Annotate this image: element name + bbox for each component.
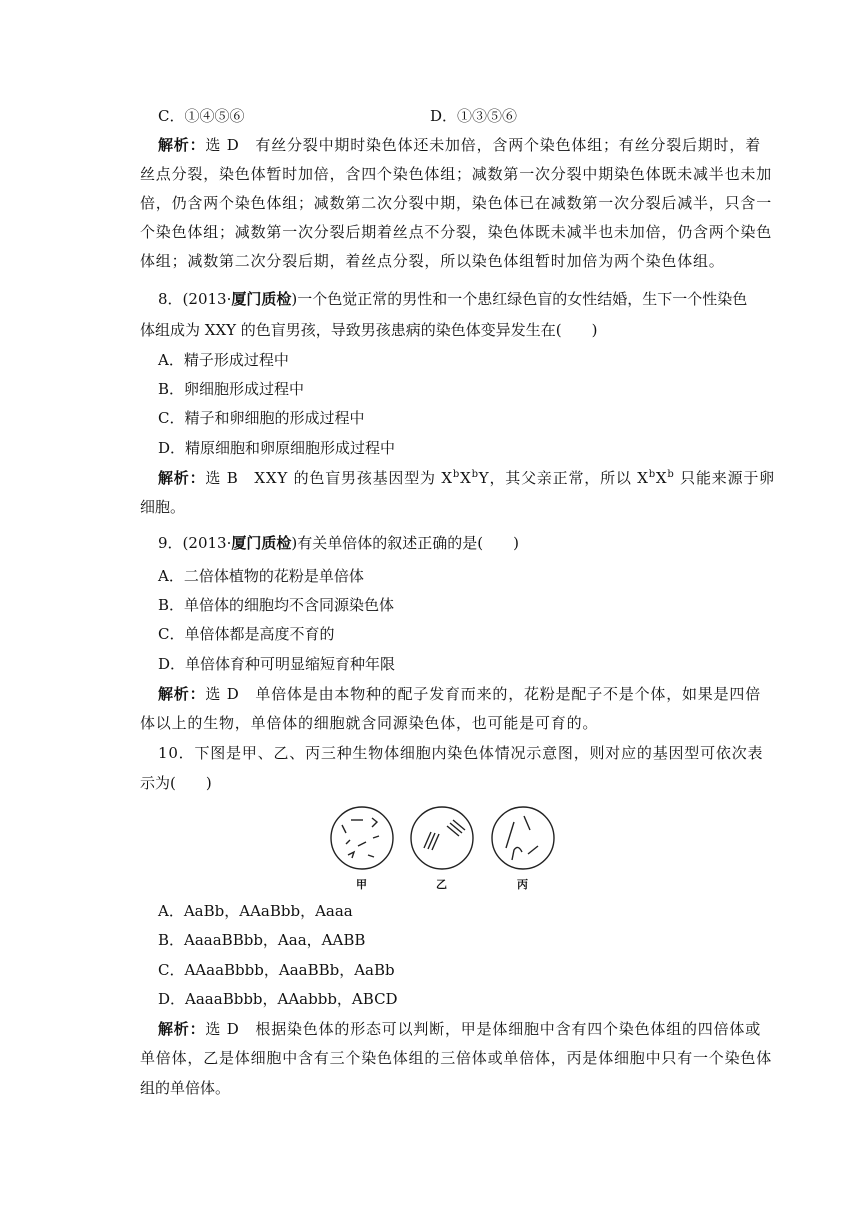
q7-option-c: C．①④⑤⑥ (158, 107, 245, 125)
q8-stem-line1: 8．(2013·厦门质检)一个色觉正常的男性和一个患红绿色盲的女性结婚，生下一个性染色 (158, 290, 748, 308)
q9-option-d: D．单倍体育种可明显缩短育种年限 (158, 655, 396, 673)
q9-analysis-line1: 解析：选 D 单倍体是由本物种的配子发育而来的，花粉是配子不是个体，如果是四倍 (158, 685, 762, 703)
q9-option-a: A．二倍体植物的花粉是单倍体 (158, 567, 364, 585)
q9-analysis-line2: 体以上的生物，单倍体的细胞就含同源染色体，也可能是可育的。 (140, 714, 599, 732)
figure-label-bing: 丙 (517, 878, 528, 891)
q7-analysis-line2: 丝点分裂，染色体暂时加倍，含四个染色体组；减数第一次分裂中期染色体既未减半也未加 (140, 165, 773, 183)
q8-option-d: D．精原细胞和卵原细胞形成过程中 (158, 439, 396, 457)
figure-label-jia: 甲 (356, 878, 367, 891)
q10-option-c: C．AAaaBbbb，AaaBBb，AaBb (158, 961, 395, 979)
q8-option-a: A．精子形成过程中 (158, 351, 289, 369)
q9-stem: 9．(2013·厦门质检)有关单倍体的叙述正确的是( ) (158, 534, 519, 552)
cell-yi (411, 807, 473, 869)
q10-option-b: B．AaaaBBbb，Aaa，AABB (158, 931, 366, 949)
q7-analysis-line5: 体组；减数第二次分裂后期，着丝点分裂，所以染色体组暂时加倍为两个染色体组。 (140, 252, 725, 270)
q8-option-c: C．精子和卵细胞的形成过程中 (158, 409, 365, 427)
q10-analysis-line1: 解析：选 D 根据染色体的形态可以判断，甲是体细胞中含有四个染色体组的四倍体或 (158, 1020, 762, 1038)
cell-bing (492, 807, 554, 869)
q10-option-d: D．AaaaBbbb，AAabbb，ABCD (158, 990, 398, 1008)
q7-analysis-line4: 个染色体组；减数第一次分裂后期着丝点不分裂，染色体既未减半也未加倍，仍含两个染色 (140, 223, 773, 241)
q8-analysis-line1: 解析：选 B XXY 的色盲男孩基因型为 $X^bX^bY$，其父亲正常，所以 $X^bX^b$ 只能来源于卵 (158, 469, 775, 487)
q10-stem-line1: 10．下图是甲、乙、丙三种生物体细胞内染色体情况示意图，则对应的基因型可依次表 (158, 744, 764, 762)
analysis-label: 解析： (158, 1020, 206, 1038)
q8-option-b: B．卵细胞形成过程中 (158, 380, 305, 398)
analysis-label: 解析： (158, 469, 206, 487)
cell-jia (331, 807, 393, 869)
q10-analysis-line2: 单倍体，乙是体细胞中含有三个染色体组的三倍体或单倍体，丙是体细胞中只有一个染色体 (140, 1049, 773, 1067)
q7-analysis-line3: 倍，仍含两个染色体组；减数第二次分裂中期，染色体已在减数第一次分裂后减半，只含一 (140, 194, 773, 212)
q7-analysis-line1: 解析：选 D 有丝分裂中期时染色体还未加倍，含两个染色体组；有丝分裂后期时，着 (158, 136, 762, 154)
q10-stem-line2: 示为( ) (140, 774, 212, 792)
q8-stem-line2: 体组成为 XXY 的色盲男孩，导致男孩患病的染色体变异发生在( ) (140, 321, 598, 339)
source-tag: 厦门质检 (231, 534, 292, 552)
q9-option-b: B．单倍体的细胞均不含同源染色体 (158, 596, 395, 614)
figure-label-yi: 乙 (436, 878, 447, 891)
source-tag: 厦门质检 (231, 290, 292, 308)
analysis-label: 解析： (158, 685, 206, 703)
q10-analysis-line3: 组的单倍体。 (140, 1079, 231, 1097)
chromosome-figure (328, 800, 568, 896)
q8-analysis-line2: 细胞。 (140, 498, 186, 516)
q7-option-d: D．①③⑤⑥ (430, 107, 518, 125)
q10-option-a: A．AaBb，AAaBbb，Aaaa (158, 902, 353, 920)
q9-option-c: C．单倍体都是高度不育的 (158, 625, 335, 643)
analysis-label: 解析： (158, 136, 206, 154)
